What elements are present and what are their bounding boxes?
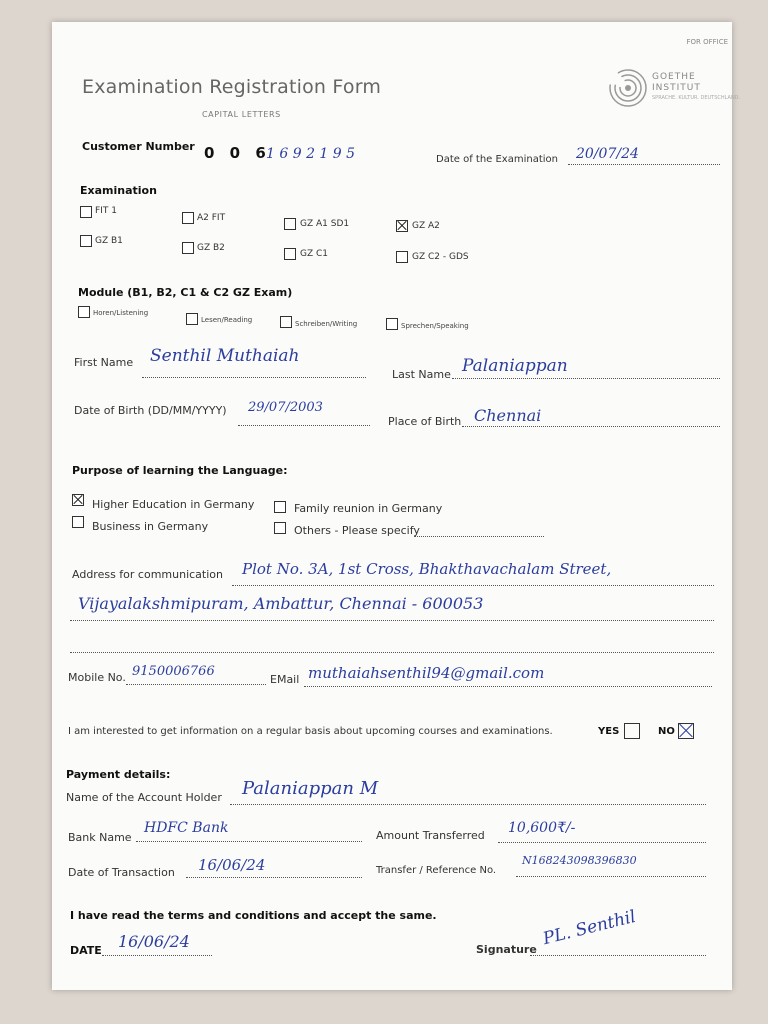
purpose-label: Purpose of learning the Language: xyxy=(72,464,288,477)
address-label: Address for communication xyxy=(72,568,223,581)
exam-date-line xyxy=(568,164,720,165)
registration-form xyxy=(52,22,741,990)
checkbox-gz-b1[interactable] xyxy=(80,235,92,247)
address-line3 xyxy=(70,652,714,653)
reference-value[interactable]: N168243098396830 xyxy=(522,854,637,867)
terms-text: I have read the terms and conditions and accept the same. xyxy=(70,909,437,922)
checkbox-listening[interactable] xyxy=(78,306,90,318)
form-subtitle: CAPITAL LETTERS xyxy=(202,110,281,119)
mobile-value[interactable]: 9150006766 xyxy=(132,664,215,679)
dob-line xyxy=(238,425,370,426)
date-value[interactable]: 16/06/24 xyxy=(118,932,190,951)
txn-date-value[interactable]: 16/06/24 xyxy=(198,856,266,874)
payment-label: Payment details: xyxy=(66,768,171,781)
goethe-ring-icon xyxy=(608,68,648,108)
signature-label: Signature xyxy=(476,943,537,956)
checkbox-family-reunion[interactable] xyxy=(274,501,286,513)
bank-name-value[interactable]: HDFC Bank xyxy=(144,820,229,836)
goethe-logo xyxy=(608,68,741,118)
checkbox-higher-education[interactable] xyxy=(72,494,84,506)
mobile-label: Mobile No. xyxy=(68,671,126,684)
address-line2 xyxy=(70,620,714,621)
last-name-value[interactable]: Palaniappan xyxy=(462,356,568,376)
module-speaking-label: Sprechen/Speaking xyxy=(401,322,469,330)
no-label: NO xyxy=(658,726,675,737)
txn-date-line xyxy=(186,877,362,878)
examination-label: Examination xyxy=(80,184,157,197)
bank-name-label: Bank Name xyxy=(68,831,132,844)
option-gz-b2-label: GZ B2 xyxy=(197,243,225,253)
purpose-business-label: Business in Germany xyxy=(92,520,209,533)
option-a2-fit-label: A2 FIT xyxy=(197,213,226,223)
logo-tagline: SPRACHE. KULTUR. DEUTSCHLAND. xyxy=(652,95,741,101)
option-fit1-label: FIT 1 xyxy=(95,206,117,216)
address-line1 xyxy=(232,585,714,586)
module-writing-label: Schreiben/Writing xyxy=(295,320,358,328)
txn-date-label: Date of Transaction xyxy=(68,866,175,879)
option-gz-a1-sd1-label: GZ A1 SD1 xyxy=(300,219,350,229)
signature-line xyxy=(530,955,706,956)
date-label: DATE xyxy=(70,944,102,957)
checkbox-gz-a2[interactable] xyxy=(396,220,408,232)
checkbox-gz-b2[interactable] xyxy=(182,242,194,254)
module-reading-label: Lesen/Reading xyxy=(201,316,253,324)
exam-date-label: Date of the Examination xyxy=(436,154,558,165)
email-line xyxy=(304,686,712,687)
yes-label: YES xyxy=(598,726,620,737)
address-line2-value[interactable]: Vijayalakshmipuram, Ambattur, Chennai - 600053 xyxy=(78,594,484,613)
dob-value[interactable]: 29/07/2003 xyxy=(248,400,323,415)
customer-number-printed: 0 0 6 xyxy=(204,144,271,162)
others-specify-line xyxy=(414,536,544,537)
checkbox-gz-c1[interactable] xyxy=(284,248,296,260)
option-gz-c2-gds-label: GZ C2 - GDS xyxy=(412,252,469,262)
date-line xyxy=(102,955,212,956)
checkbox-a2-fit[interactable] xyxy=(182,212,194,224)
pob-value[interactable]: Chennai xyxy=(474,406,542,425)
purpose-higher-education-label: Higher Education in Germany xyxy=(92,498,255,511)
module-listening-label: Horen/Listening xyxy=(93,309,149,317)
account-holder-label: Name of the Account Holder xyxy=(66,791,222,804)
logo-text-goethe: GOETHE xyxy=(652,72,696,82)
customer-number-handwritten[interactable]: 1 6 9 2 1 9 5 xyxy=(266,146,356,162)
email-label: EMail xyxy=(270,673,300,686)
module-label: Module (B1, B2, C1 & C2 GZ Exam) xyxy=(78,286,293,299)
option-gz-b1-label: GZ B1 xyxy=(95,236,123,246)
email-value[interactable]: muthaiahsenthil94@gmail.com xyxy=(308,664,545,682)
checkbox-speaking[interactable] xyxy=(386,318,398,330)
account-holder-line xyxy=(230,804,706,805)
purpose-family-reunion-label: Family reunion in Germany xyxy=(294,502,443,515)
logo-text-institut: INSTITUT xyxy=(652,83,701,93)
last-name-label: Last Name xyxy=(392,368,451,381)
checkbox-fit1[interactable] xyxy=(80,206,92,218)
amount-value[interactable]: 10,600₹/- xyxy=(508,820,576,836)
reference-label: Transfer / Reference No. xyxy=(376,865,497,876)
signature-value[interactable]: PL. Senthil xyxy=(540,906,638,950)
checkbox-gz-a1-sd1[interactable] xyxy=(284,218,296,230)
form-title: Examination Registration Form xyxy=(82,76,382,98)
first-name-line xyxy=(142,377,366,378)
first-name-label: First Name xyxy=(74,356,134,369)
office-use-label: FOR OFFICE xyxy=(686,38,728,46)
customer-number-label: Customer Number xyxy=(82,140,195,153)
reference-line xyxy=(516,876,706,877)
option-gz-c1-label: GZ C1 xyxy=(300,249,329,259)
amount-line xyxy=(498,842,706,843)
checkbox-business[interactable] xyxy=(72,516,84,528)
no-checkbox[interactable] xyxy=(678,723,694,739)
mobile-line xyxy=(126,684,266,685)
checkbox-others[interactable] xyxy=(274,522,286,534)
checkbox-writing[interactable] xyxy=(280,316,292,328)
bank-name-line xyxy=(136,841,362,842)
last-name-line xyxy=(452,378,720,379)
yes-checkbox[interactable] xyxy=(624,723,640,739)
option-gz-a2-label: GZ A2 xyxy=(412,221,440,231)
address-line1-value[interactable]: Plot No. 3A, 1st Cross, Bhakthavachalam Street, xyxy=(242,560,612,578)
amount-label: Amount Transferred xyxy=(376,829,485,842)
pob-label: Place of Birth xyxy=(388,415,462,428)
interest-text: I am interested to get information on a regular basis about upcoming courses and examinations. xyxy=(68,726,553,737)
exam-date-value[interactable]: 20/07/24 xyxy=(576,146,639,162)
account-holder-value[interactable]: Palaniappan M xyxy=(242,778,379,799)
checkbox-reading[interactable] xyxy=(186,313,198,325)
purpose-others-label: Others - Please specify xyxy=(294,524,420,537)
first-name-value[interactable]: Senthil Muthaiah xyxy=(150,346,300,366)
checkbox-gz-c2-gds[interactable] xyxy=(396,251,408,263)
pob-line xyxy=(462,426,720,427)
dob-label: Date of Birth (DD/MM/YYYY) xyxy=(74,404,227,417)
